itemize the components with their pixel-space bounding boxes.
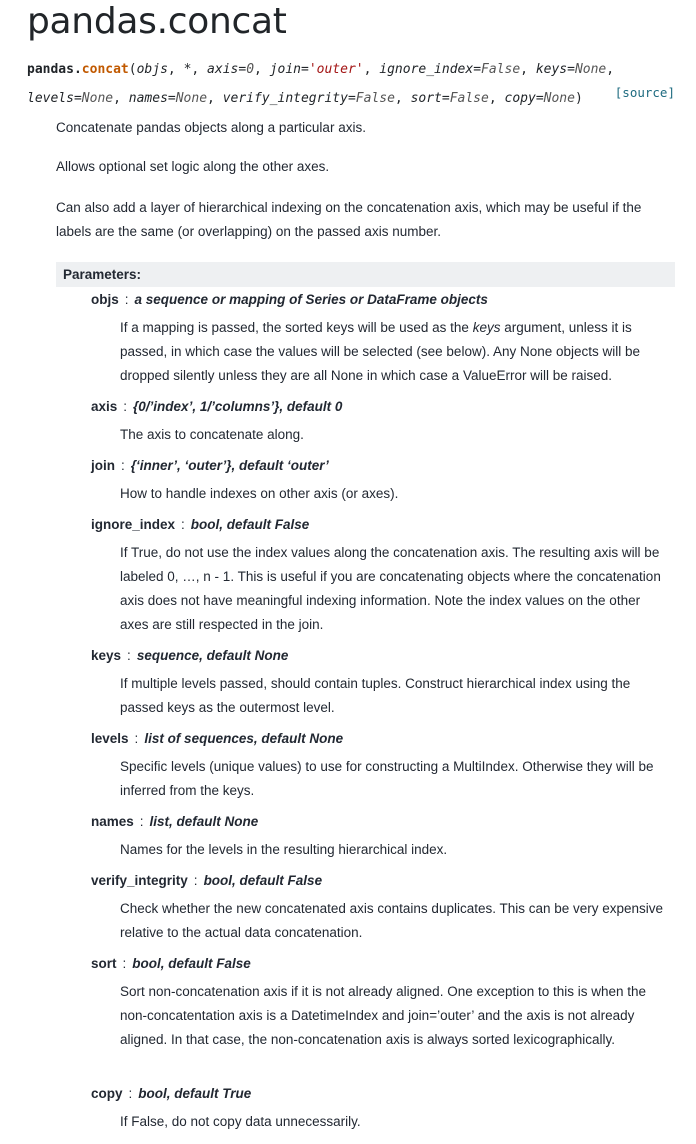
signature-default: False [355, 91, 395, 106]
signature-equals: = [567, 62, 575, 77]
param-type: bool, default False [190, 517, 310, 532]
param-description [120, 316, 672, 388]
signature-line-1 [27, 58, 614, 82]
signature-equals: = [535, 91, 544, 106]
signature-separator: , [394, 91, 411, 106]
signature-default: None [175, 91, 208, 106]
param-description: How to handle indexes on other axis (or axes). [120, 486, 399, 501]
param-colon: : [139, 814, 144, 829]
param-sort [91, 954, 676, 1052]
param-colon: : [181, 517, 185, 532]
param-name: objs [91, 292, 119, 307]
signature-separator: , [363, 62, 380, 77]
signature-separator: , [167, 62, 184, 77]
param-type: {‘inner’, ‘outer’}, default ‘outer’ [130, 458, 329, 473]
param-ignore-index [91, 515, 676, 637]
signature-param: verify_integrity [222, 91, 348, 106]
param-name: names [91, 814, 134, 829]
param-colon: : [123, 399, 128, 414]
param-names [91, 812, 676, 862]
param-type: list, default None [149, 814, 259, 829]
param-head [91, 954, 676, 974]
param-head [91, 290, 676, 310]
signature-param: levels [27, 91, 74, 106]
description-3: Can also add a layer of hierarchical indexing on the concatenation axis, which may be useful if the labels are the same (or overlapping) on the passed axis number. [56, 200, 642, 239]
param-description: If multiple levels passed, should contain tuples. Construct hierarchical index using the passed keys as the outermost level. [120, 676, 631, 715]
param-head [91, 1084, 676, 1104]
param-levels [91, 729, 676, 803]
param-objs [91, 290, 676, 388]
signature-default: 'outer' [308, 62, 364, 77]
parameters-heading: Parameters: [56, 262, 675, 287]
signature-separator: , [207, 91, 223, 106]
signature-separator: , [488, 91, 505, 106]
param-name: copy [91, 1086, 123, 1101]
signature-default: None [574, 62, 607, 77]
param-head [91, 456, 676, 476]
param-name: verify_integrity [91, 873, 188, 888]
signature-param: copy [504, 91, 536, 106]
param-type: a sequence or mapping of Series or DataFrame objects [134, 292, 488, 307]
signature-param: axis [207, 62, 239, 77]
param-type: {0/’index’, 1/’columns’}, default 0 [133, 399, 343, 414]
param-type: sequence, default None [136, 648, 289, 663]
param-description: If True, do not use the index values along the concatenation axis. The resulting axis will be labeled 0, …, n - 1. This is useful if you are concatenating objects where the concatenation axis does not have meaningful indexing information. Note the index values on the other axes are still respected in the join. [120, 545, 661, 632]
param-head [91, 871, 676, 891]
param-type: list of sequences, default None [144, 731, 344, 746]
description-1: Concatenate pandas objects along a particular axis. [56, 120, 366, 135]
signature-separator: , [191, 62, 208, 77]
signature-params-2 [27, 91, 575, 106]
signature-separator: , [606, 62, 615, 77]
param-join [91, 456, 676, 506]
param-name: keys [91, 648, 122, 663]
signature-module: pandas. [27, 62, 82, 77]
param-desc-text: If a mapping is passed, the sorted keys will be used as the [120, 320, 473, 335]
signature-line-2 [27, 87, 583, 111]
param-head [91, 515, 676, 535]
signature-param: sort [410, 91, 442, 106]
param-head [91, 397, 676, 417]
signature-param: objs [136, 62, 168, 77]
signature-equals: = [167, 91, 176, 106]
signature-param: names [128, 91, 168, 106]
param-type: bool, default True [138, 1086, 252, 1101]
signature-open-paren: ( [128, 62, 137, 77]
param-description: If False, do not copy data unnecessarily. [120, 1114, 361, 1129]
signature-separator: , [254, 62, 270, 77]
description-2: Allows optional set logic along the other axes. [56, 159, 330, 174]
signature-default: 0 [246, 62, 255, 77]
param-description: The axis to concatenate along. [120, 427, 304, 442]
signature-params-1 [137, 62, 615, 77]
signature-equals: = [441, 91, 450, 106]
signature-separator: , [113, 91, 129, 106]
signature-equals: = [238, 62, 247, 77]
signature-param: keys [535, 62, 568, 77]
param-name: levels [91, 731, 129, 746]
signature-equals: = [300, 62, 309, 77]
param-type: bool, default False [203, 873, 323, 888]
param-name: sort [91, 956, 117, 971]
param-desc-emphasis: keys [472, 320, 501, 335]
param-desc-text: argument, unless it is passed, in which case the values will be selected (see below). Any None objects will be dropped silently unless they are all None in which case a ValueError will be raised. [120, 320, 641, 383]
signature-default: None [81, 91, 114, 106]
param-name: join [91, 458, 115, 473]
param-colon: : [134, 731, 139, 746]
param-colon: : [121, 458, 125, 473]
signature-separator: , [520, 62, 536, 77]
param-keys [91, 646, 676, 720]
signature-equals: = [73, 91, 82, 106]
signature-param: ignore_index [379, 62, 474, 77]
param-head [91, 812, 676, 832]
param-colon: : [124, 292, 129, 307]
param-axis [91, 397, 676, 447]
signature-close-paren: ) [574, 91, 583, 106]
signature-param: * [183, 62, 192, 77]
signature-equals: = [347, 91, 356, 106]
signature-default: None [543, 91, 575, 106]
param-description: Names for the levels in the resulting hierarchical index. [120, 842, 448, 857]
signature-equals: = [473, 62, 482, 77]
param-name: axis [91, 399, 118, 414]
param-copy [91, 1084, 676, 1134]
param-colon: : [127, 648, 131, 663]
signature-param: join [269, 62, 301, 77]
param-name: ignore_index [91, 517, 176, 532]
param-head [91, 729, 676, 749]
page-title: pandas.concat [27, 1, 287, 42]
param-description: Specific levels (unique values) to use for constructing a MultiIndex. Otherwise they will be inferred from the keys. [120, 759, 654, 798]
param-colon: : [122, 956, 127, 971]
param-head [91, 646, 676, 666]
signature-default: False [481, 62, 521, 77]
param-type: bool, default False [132, 956, 251, 971]
param-description: Sort non-concatenation axis if it is not already aligned. One exception to this is when the non-concatentation axis is a DatetimeIndex and join=’outer’ and the axis is not already aligned. In that case, the non-concatenation axis is always sorted lexicographically. [120, 984, 647, 1047]
source-link[interactable]: [source] [614, 85, 675, 100]
param-colon: : [193, 873, 198, 888]
param-description: Check whether the new concatenated axis contains duplicates. This can be very expensive relative to the actual data concatenation. [120, 901, 664, 940]
signature-function: concat [81, 62, 129, 77]
param-verify-integrity [91, 871, 676, 945]
signature-default: False [449, 91, 489, 106]
param-colon: : [128, 1086, 133, 1101]
